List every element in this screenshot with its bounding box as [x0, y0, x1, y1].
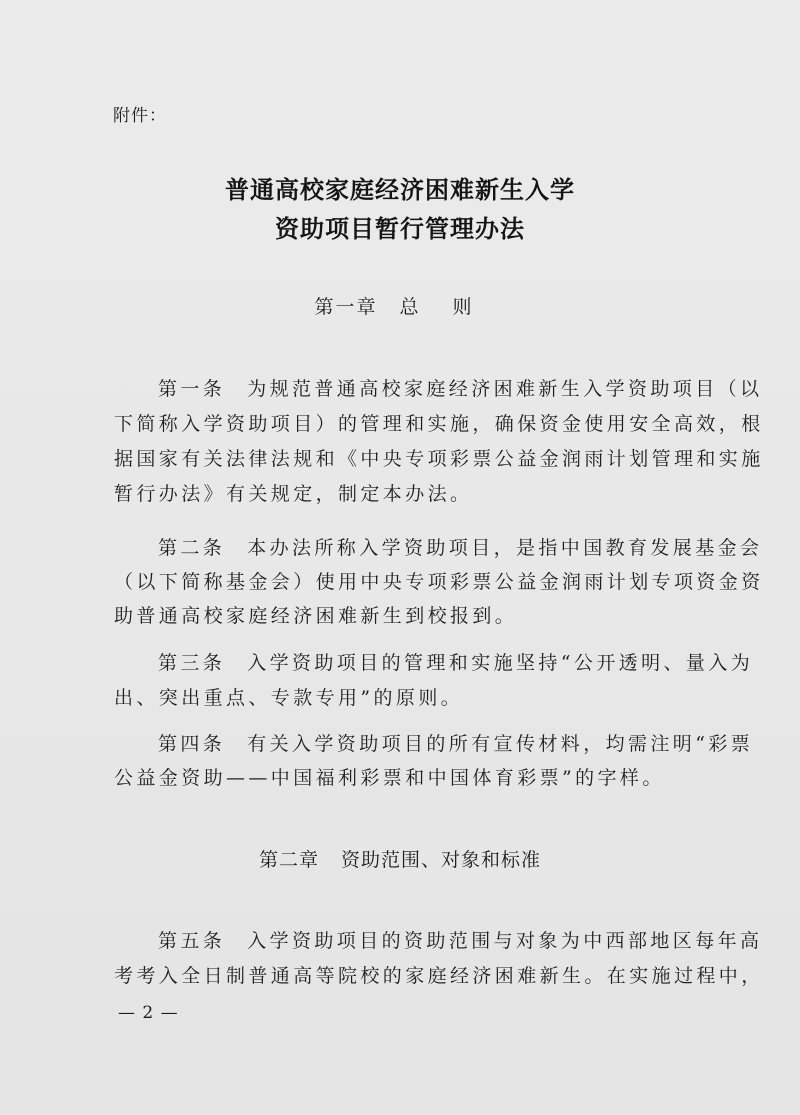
article-5-line-2: 考考入全日制普通高等院校的家庭经济困难新生。在实施过程中，	[114, 965, 764, 987]
article-1-line-1	[114, 374, 763, 401]
article-number: 第二条	[158, 537, 226, 559]
article-text: 入学资助项目的资助范围与对象为中西部地区每年高	[247, 930, 763, 952]
article-1-line-2: 下简称入学资助项目）的管理和实施，确保资金使用安全高效，根	[114, 413, 764, 435]
chapter-name: 资助范围、对象和标准	[341, 849, 542, 871]
article-number: 第一条	[158, 378, 226, 400]
chapter-2-heading	[0, 845, 800, 872]
article-5-line-1	[114, 926, 763, 953]
article-number: 第四条	[158, 733, 226, 755]
article-text: 入学资助项目的管理和实施坚持“公开透明、量入为	[247, 652, 754, 674]
document-title-line-1: 普通高校家庭经济困难新生入学	[225, 176, 575, 204]
chapter-number: 第一章	[314, 296, 378, 318]
article-text: 本办法所称入学资助项目，是指中国教育发展基金会	[247, 537, 763, 559]
page-number: — 2 —	[118, 1003, 179, 1023]
chapter-1-heading	[0, 292, 800, 319]
article-number: 第三条	[158, 652, 226, 674]
article-3-line-1	[114, 648, 758, 675]
article-number: 第五条	[158, 930, 226, 952]
chapter-name: 总 则	[399, 296, 486, 318]
document-title-line-2: 资助项目暂行管理办法	[275, 215, 525, 243]
attachment-label: 附件：	[113, 106, 167, 126]
article-4-line-1	[114, 729, 758, 756]
article-1-line-3: 据国家有关法律法规和《中央专项彩票公益金润雨计划管理和实施	[114, 448, 764, 470]
article-4-line-2: 公益金资助——中国福利彩票和中国体育彩票”的字样。	[114, 767, 665, 789]
article-2-line-3: 助普通高校家庭经济困难新生到校报到。	[114, 605, 518, 627]
article-1-line-4: 暂行办法》有关规定，制定本办法。	[114, 483, 473, 505]
article-text: 有关入学资助项目的所有宣传材料，均需注明“彩票	[247, 733, 754, 755]
article-3-line-2: 出、突出重点、专款专用”的原则。	[114, 687, 464, 709]
chapter-number: 第二章	[258, 849, 319, 871]
article-2-line-2: （以下简称基金会）使用中央专项彩票公益金润雨计划专项资金资	[114, 571, 764, 593]
article-2-line-1	[114, 533, 763, 560]
article-text: 为规范普通高校家庭经济困难新生入学资助项目（以	[247, 378, 763, 400]
